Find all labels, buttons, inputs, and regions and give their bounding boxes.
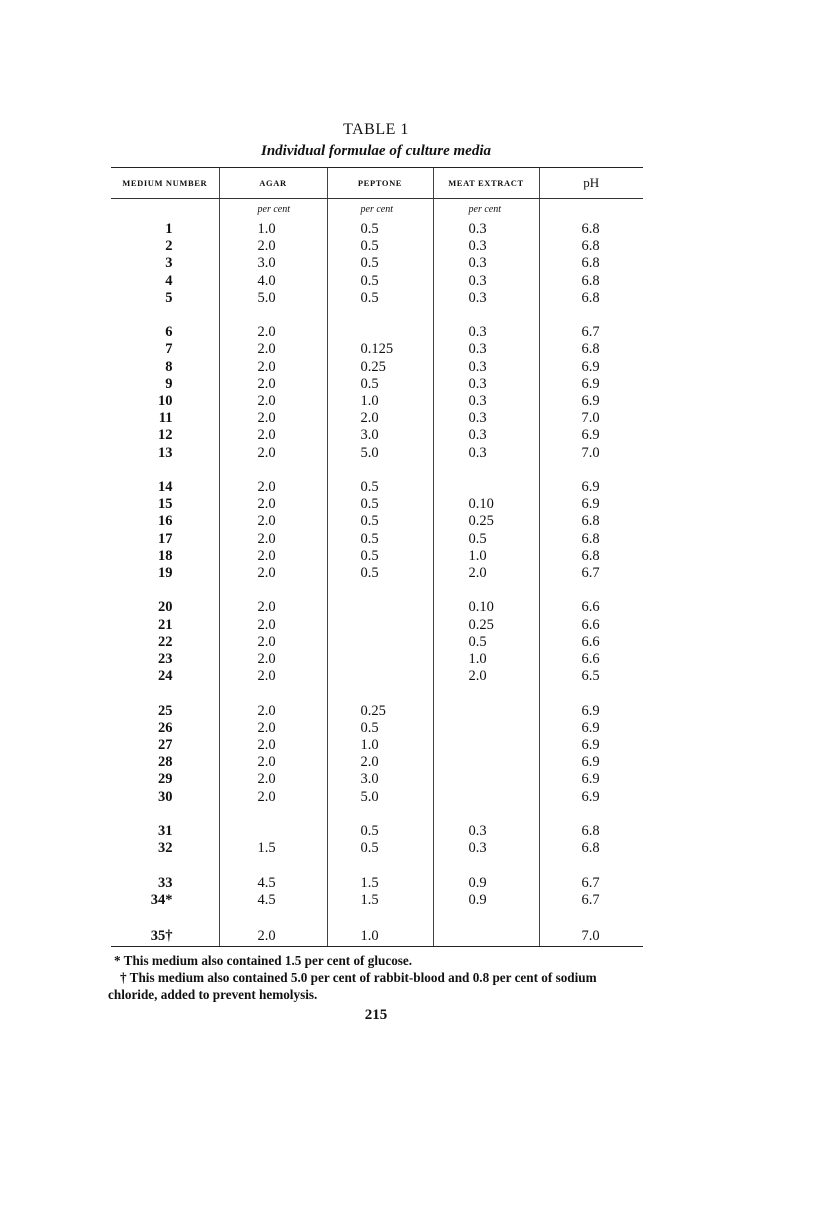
peptone-cell: 0.5 bbox=[327, 376, 433, 393]
table-row bbox=[111, 238, 643, 255]
ph-cell: 6.9 bbox=[539, 359, 643, 376]
meat-extract-cell bbox=[433, 479, 539, 496]
units-row bbox=[111, 199, 643, 222]
table-row bbox=[111, 840, 643, 857]
ph-cell: 6.9 bbox=[539, 479, 643, 496]
footnotes bbox=[108, 952, 648, 1003]
meat-extract-cell: 0.3 bbox=[433, 427, 539, 444]
agar-cell: 2.0 bbox=[219, 479, 327, 496]
peptone-cell: 0.5 bbox=[327, 290, 433, 307]
peptone-cell bbox=[327, 599, 433, 616]
ph-cell: 6.6 bbox=[539, 599, 643, 616]
peptone-cell: 1.5 bbox=[327, 892, 433, 909]
ph-cell: 6.7 bbox=[539, 565, 643, 582]
agar-cell: 2.0 bbox=[219, 771, 327, 788]
meat-extract-cell bbox=[433, 703, 539, 720]
peptone-cell bbox=[327, 634, 433, 651]
spacer-cell bbox=[539, 806, 643, 823]
meat-extract-cell: 0.3 bbox=[433, 255, 539, 272]
ph-cell: 6.9 bbox=[539, 737, 643, 754]
table-row bbox=[111, 479, 643, 496]
meat-extract-cell bbox=[433, 771, 539, 788]
table-row bbox=[111, 359, 643, 376]
footnote-glucose: * This medium also contained 1.5 per cent of glucose. bbox=[114, 953, 413, 968]
medium-number-cell: 35† bbox=[111, 926, 219, 947]
meat-extract-cell: 0.3 bbox=[433, 341, 539, 358]
ph-cell: 6.9 bbox=[539, 427, 643, 444]
peptone-cell: 0.5 bbox=[327, 823, 433, 840]
footnote-rabbit-blood: † This medium also contained 5.0 per cent of rabbit-blood and 0.8 per cent of sodium chloride, added to prevent hemolysis. bbox=[108, 970, 597, 1002]
ph-cell: 6.9 bbox=[539, 376, 643, 393]
table-row bbox=[111, 324, 643, 341]
spacer-cell bbox=[219, 462, 327, 479]
table-row bbox=[111, 668, 643, 685]
medium-number-cell: 17 bbox=[158, 530, 173, 547]
spacer-cell bbox=[111, 857, 219, 874]
medium-number-cell: 15 bbox=[158, 496, 173, 513]
agar-cell: 2.0 bbox=[219, 926, 327, 947]
agar-cell: 2.0 bbox=[219, 376, 327, 393]
agar-cell: 2.0 bbox=[219, 531, 327, 548]
agar-cell: 2.0 bbox=[219, 789, 327, 806]
header-medium-number: MEDIUM NUMBER bbox=[111, 168, 219, 199]
ph-cell: 6.9 bbox=[539, 496, 643, 513]
meat-extract-cell: 0.3 bbox=[433, 393, 539, 410]
agar-cell: 2.0 bbox=[219, 565, 327, 582]
units-cell bbox=[539, 199, 643, 222]
ph-cell: 6.8 bbox=[539, 341, 643, 358]
medium-number-cell: 25 bbox=[158, 702, 173, 719]
group-spacer-row bbox=[111, 307, 643, 324]
ph-cell: 6.9 bbox=[539, 703, 643, 720]
medium-number-cell: 6 bbox=[165, 324, 173, 341]
meat-extract-cell bbox=[433, 720, 539, 737]
medium-number-cell: 33 bbox=[158, 874, 173, 891]
medium-number-cell: 8 bbox=[165, 358, 173, 375]
meat-extract-cell: 0.3 bbox=[433, 376, 539, 393]
table-row bbox=[111, 255, 643, 272]
meat-extract-cell: 0.25 bbox=[433, 513, 539, 530]
medium-number-cell: 24 bbox=[158, 668, 173, 685]
agar-cell: 3.0 bbox=[219, 255, 327, 272]
medium-number-cell: 9 bbox=[165, 375, 173, 392]
peptone-cell: 1.5 bbox=[327, 875, 433, 892]
culture-media-table bbox=[111, 167, 643, 947]
table-row bbox=[111, 290, 643, 307]
spacer-cell bbox=[219, 909, 327, 926]
peptone-cell: 0.5 bbox=[327, 531, 433, 548]
medium-number-cell: 29 bbox=[158, 771, 173, 788]
medium-number-cell: 31 bbox=[158, 823, 173, 840]
agar-cell: 2.0 bbox=[219, 720, 327, 737]
spacer-cell bbox=[539, 462, 643, 479]
group-spacer-row bbox=[111, 462, 643, 479]
peptone-cell: 0.5 bbox=[327, 840, 433, 857]
spacer-cell bbox=[219, 857, 327, 874]
meat-extract-cell: 0.5 bbox=[433, 531, 539, 548]
medium-number-cell: 7 bbox=[165, 341, 173, 358]
medium-number-cell: 23 bbox=[158, 651, 173, 668]
ph-cell: 6.9 bbox=[539, 771, 643, 788]
group-spacer-row bbox=[111, 685, 643, 702]
peptone-cell: 0.5 bbox=[327, 479, 433, 496]
spacer-cell bbox=[539, 857, 643, 874]
ph-cell: 6.7 bbox=[539, 892, 643, 909]
meat-extract-cell: 0.3 bbox=[433, 359, 539, 376]
spacer-cell bbox=[433, 806, 539, 823]
table-row bbox=[111, 496, 643, 513]
table-caption: Individual formulae of culture media bbox=[260, 143, 491, 159]
table-row bbox=[111, 393, 643, 410]
spacer-cell bbox=[111, 462, 219, 479]
medium-number-cell: 34* bbox=[150, 891, 173, 908]
table-row bbox=[111, 599, 643, 616]
meat-extract-cell: 0.5 bbox=[433, 634, 539, 651]
table-row bbox=[111, 565, 643, 582]
agar-cell: 2.0 bbox=[219, 238, 327, 255]
table-row bbox=[111, 531, 643, 548]
medium-number-cell: 18 bbox=[158, 547, 173, 564]
medium-number-cell: 13 bbox=[158, 444, 173, 461]
ph-cell: 6.9 bbox=[539, 720, 643, 737]
agar-cell: 2.0 bbox=[219, 548, 327, 565]
agar-cell: 4.5 bbox=[219, 892, 327, 909]
medium-number-cell: 20 bbox=[158, 599, 173, 616]
agar-cell bbox=[219, 823, 327, 840]
peptone-cell: 0.125 bbox=[327, 341, 433, 358]
meat-extract-cell: 1.0 bbox=[433, 651, 539, 668]
agar-cell: 2.0 bbox=[219, 668, 327, 685]
meat-extract-cell bbox=[433, 789, 539, 806]
ph-cell: 6.6 bbox=[539, 617, 643, 634]
ph-cell: 6.9 bbox=[539, 789, 643, 806]
meat-extract-cell: 2.0 bbox=[433, 565, 539, 582]
medium-number-cell: 27 bbox=[158, 737, 173, 754]
units-cell: per cent bbox=[327, 199, 433, 222]
agar-cell: 2.0 bbox=[219, 359, 327, 376]
spacer-cell bbox=[111, 582, 219, 599]
agar-cell: 4.5 bbox=[219, 875, 327, 892]
spacer-cell bbox=[327, 582, 433, 599]
medium-number-cell: 16 bbox=[158, 513, 173, 530]
agar-cell: 2.0 bbox=[219, 754, 327, 771]
medium-number-cell: 32 bbox=[158, 840, 173, 857]
table-row bbox=[111, 720, 643, 737]
peptone-cell bbox=[327, 651, 433, 668]
peptone-cell: 0.5 bbox=[327, 221, 433, 238]
agar-cell: 4.0 bbox=[219, 273, 327, 290]
table-row bbox=[111, 376, 643, 393]
ph-cell: 6.8 bbox=[539, 221, 643, 238]
meat-extract-cell: 0.9 bbox=[433, 892, 539, 909]
ph-cell: 6.7 bbox=[539, 875, 643, 892]
ph-cell: 6.8 bbox=[539, 548, 643, 565]
ph-cell: 6.7 bbox=[539, 324, 643, 341]
peptone-cell: 0.5 bbox=[327, 565, 433, 582]
spacer-cell bbox=[433, 685, 539, 702]
ph-cell: 6.8 bbox=[539, 273, 643, 290]
spacer-cell bbox=[111, 307, 219, 324]
agar-cell: 1.5 bbox=[219, 840, 327, 857]
meat-extract-cell: 0.3 bbox=[433, 840, 539, 857]
agar-cell: 2.0 bbox=[219, 427, 327, 444]
table-row bbox=[111, 789, 643, 806]
agar-cell: 2.0 bbox=[219, 703, 327, 720]
medium-number-cell: 5 bbox=[165, 289, 173, 306]
agar-cell: 2.0 bbox=[219, 496, 327, 513]
units-cell: per cent bbox=[433, 199, 539, 222]
agar-cell: 2.0 bbox=[219, 341, 327, 358]
medium-number-cell: 19 bbox=[158, 565, 173, 582]
ph-cell: 6.8 bbox=[539, 290, 643, 307]
spacer-cell bbox=[539, 582, 643, 599]
medium-number-cell: 28 bbox=[158, 754, 173, 771]
meat-extract-cell bbox=[433, 754, 539, 771]
medium-number-cell: 3 bbox=[165, 255, 173, 272]
spacer-cell bbox=[111, 685, 219, 702]
meat-extract-cell: 0.3 bbox=[433, 445, 539, 462]
meat-extract-cell: 0.3 bbox=[433, 410, 539, 427]
peptone-cell: 2.0 bbox=[327, 754, 433, 771]
peptone-cell: 0.5 bbox=[327, 273, 433, 290]
meat-extract-cell: 0.10 bbox=[433, 599, 539, 616]
meat-extract-cell: 1.0 bbox=[433, 548, 539, 565]
peptone-cell: 3.0 bbox=[327, 427, 433, 444]
table-row bbox=[111, 737, 643, 754]
meat-extract-cell: 0.3 bbox=[433, 221, 539, 238]
meat-extract-cell bbox=[433, 926, 539, 947]
spacer-cell bbox=[219, 307, 327, 324]
meat-extract-cell: 2.0 bbox=[433, 668, 539, 685]
ph-cell: 6.8 bbox=[539, 823, 643, 840]
peptone-cell: 0.5 bbox=[327, 255, 433, 272]
table-row bbox=[111, 427, 643, 444]
agar-cell: 5.0 bbox=[219, 290, 327, 307]
spacer-cell bbox=[111, 806, 219, 823]
medium-number-cell: 4 bbox=[165, 272, 173, 289]
meat-extract-cell: 0.3 bbox=[433, 238, 539, 255]
table-row bbox=[111, 513, 643, 530]
ph-cell: 6.6 bbox=[539, 634, 643, 651]
table-row bbox=[111, 651, 643, 668]
peptone-cell: 0.25 bbox=[327, 359, 433, 376]
ph-cell: 6.8 bbox=[539, 531, 643, 548]
ph-cell: 7.0 bbox=[539, 445, 643, 462]
peptone-cell: 5.0 bbox=[327, 789, 433, 806]
header-agar: AGAR bbox=[219, 168, 327, 199]
table-row bbox=[111, 445, 643, 462]
table-row bbox=[111, 926, 643, 947]
table-body bbox=[111, 199, 643, 947]
spacer-cell bbox=[219, 806, 327, 823]
spacer-cell bbox=[219, 685, 327, 702]
medium-number-cell: 10 bbox=[158, 393, 173, 410]
ph-cell: 6.8 bbox=[539, 238, 643, 255]
peptone-cell: 1.0 bbox=[327, 393, 433, 410]
table-row bbox=[111, 273, 643, 290]
header-ph: pH bbox=[539, 168, 643, 199]
peptone-cell: 0.25 bbox=[327, 703, 433, 720]
peptone-cell: 2.0 bbox=[327, 410, 433, 427]
peptone-cell: 3.0 bbox=[327, 771, 433, 788]
agar-cell: 2.0 bbox=[219, 393, 327, 410]
peptone-cell bbox=[327, 324, 433, 341]
agar-cell: 2.0 bbox=[219, 617, 327, 634]
medium-number-cell: 22 bbox=[158, 633, 173, 650]
spacer-cell bbox=[327, 685, 433, 702]
peptone-cell bbox=[327, 668, 433, 685]
medium-number-cell: 26 bbox=[158, 719, 173, 736]
peptone-cell: 5.0 bbox=[327, 445, 433, 462]
table-row bbox=[111, 892, 643, 909]
table-row bbox=[111, 875, 643, 892]
meat-extract-cell: 0.3 bbox=[433, 290, 539, 307]
spacer-cell bbox=[433, 857, 539, 874]
peptone-cell: 0.5 bbox=[327, 548, 433, 565]
table-header-row bbox=[111, 168, 643, 199]
peptone-cell bbox=[327, 617, 433, 634]
units-cell bbox=[111, 199, 219, 222]
ph-cell: 6.9 bbox=[539, 754, 643, 771]
peptone-cell: 0.5 bbox=[327, 513, 433, 530]
ph-cell: 7.0 bbox=[539, 926, 643, 947]
ph-cell: 6.9 bbox=[539, 393, 643, 410]
agar-cell: 2.0 bbox=[219, 324, 327, 341]
spacer-cell bbox=[433, 909, 539, 926]
meat-extract-cell: 0.3 bbox=[433, 273, 539, 290]
spacer-cell bbox=[219, 582, 327, 599]
table-row bbox=[111, 548, 643, 565]
spacer-cell bbox=[539, 909, 643, 926]
peptone-cell: 0.5 bbox=[327, 720, 433, 737]
units-cell: per cent bbox=[219, 199, 327, 222]
medium-number-cell: 30 bbox=[158, 788, 173, 805]
spacer-cell bbox=[327, 462, 433, 479]
medium-number-cell: 14 bbox=[158, 479, 173, 496]
spacer-cell bbox=[433, 462, 539, 479]
meat-extract-cell: 0.3 bbox=[433, 324, 539, 341]
meat-extract-cell: 0.10 bbox=[433, 496, 539, 513]
table-row bbox=[111, 754, 643, 771]
spacer-cell bbox=[433, 307, 539, 324]
group-spacer-row bbox=[111, 857, 643, 874]
medium-number-cell: 1 bbox=[165, 221, 173, 237]
group-spacer-row bbox=[111, 806, 643, 823]
table-row bbox=[111, 341, 643, 358]
agar-cell: 2.0 bbox=[219, 410, 327, 427]
spacer-cell bbox=[539, 685, 643, 702]
meat-extract-cell: 0.3 bbox=[433, 823, 539, 840]
spacer-cell bbox=[327, 806, 433, 823]
agar-cell: 1.0 bbox=[219, 221, 327, 238]
spacer-cell bbox=[327, 909, 433, 926]
ph-cell: 6.5 bbox=[539, 668, 643, 685]
table-row bbox=[111, 634, 643, 651]
table-row bbox=[111, 703, 643, 720]
table-row bbox=[111, 823, 643, 840]
meat-extract-cell bbox=[433, 737, 539, 754]
table-row bbox=[111, 410, 643, 427]
medium-number-cell: 11 bbox=[158, 410, 173, 427]
ph-cell: 7.0 bbox=[539, 410, 643, 427]
header-meat-extract: MEAT EXTRACT bbox=[433, 168, 539, 199]
medium-number-cell: 12 bbox=[158, 427, 173, 444]
table-row bbox=[111, 617, 643, 634]
table-row bbox=[111, 771, 643, 788]
spacer-cell bbox=[327, 857, 433, 874]
peptone-cell: 0.5 bbox=[327, 496, 433, 513]
ph-cell: 6.8 bbox=[539, 513, 643, 530]
group-spacer-row bbox=[111, 909, 643, 926]
medium-number-cell: 21 bbox=[158, 616, 173, 633]
ph-cell: 6.8 bbox=[539, 840, 643, 857]
header-peptone: PEPTONE bbox=[327, 168, 433, 199]
peptone-cell: 0.5 bbox=[327, 238, 433, 255]
agar-cell: 2.0 bbox=[219, 737, 327, 754]
agar-cell: 2.0 bbox=[219, 513, 327, 530]
spacer-cell bbox=[327, 307, 433, 324]
peptone-cell: 1.0 bbox=[327, 737, 433, 754]
agar-cell: 2.0 bbox=[219, 599, 327, 616]
spacer-cell bbox=[539, 307, 643, 324]
ph-cell: 6.8 bbox=[539, 255, 643, 272]
page-number: 215 bbox=[364, 1007, 388, 1023]
agar-cell: 2.0 bbox=[219, 445, 327, 462]
meat-extract-cell: 0.25 bbox=[433, 617, 539, 634]
meat-extract-cell: 0.9 bbox=[433, 875, 539, 892]
group-spacer-row bbox=[111, 582, 643, 599]
table-row bbox=[111, 221, 643, 238]
medium-number-cell: 2 bbox=[165, 238, 173, 255]
spacer-cell bbox=[433, 582, 539, 599]
agar-cell: 2.0 bbox=[219, 651, 327, 668]
agar-cell: 2.0 bbox=[219, 634, 327, 651]
ph-cell: 6.6 bbox=[539, 651, 643, 668]
table-title: TABLE 1 bbox=[343, 121, 409, 138]
peptone-cell: 1.0 bbox=[327, 926, 433, 947]
spacer-cell bbox=[111, 909, 219, 926]
